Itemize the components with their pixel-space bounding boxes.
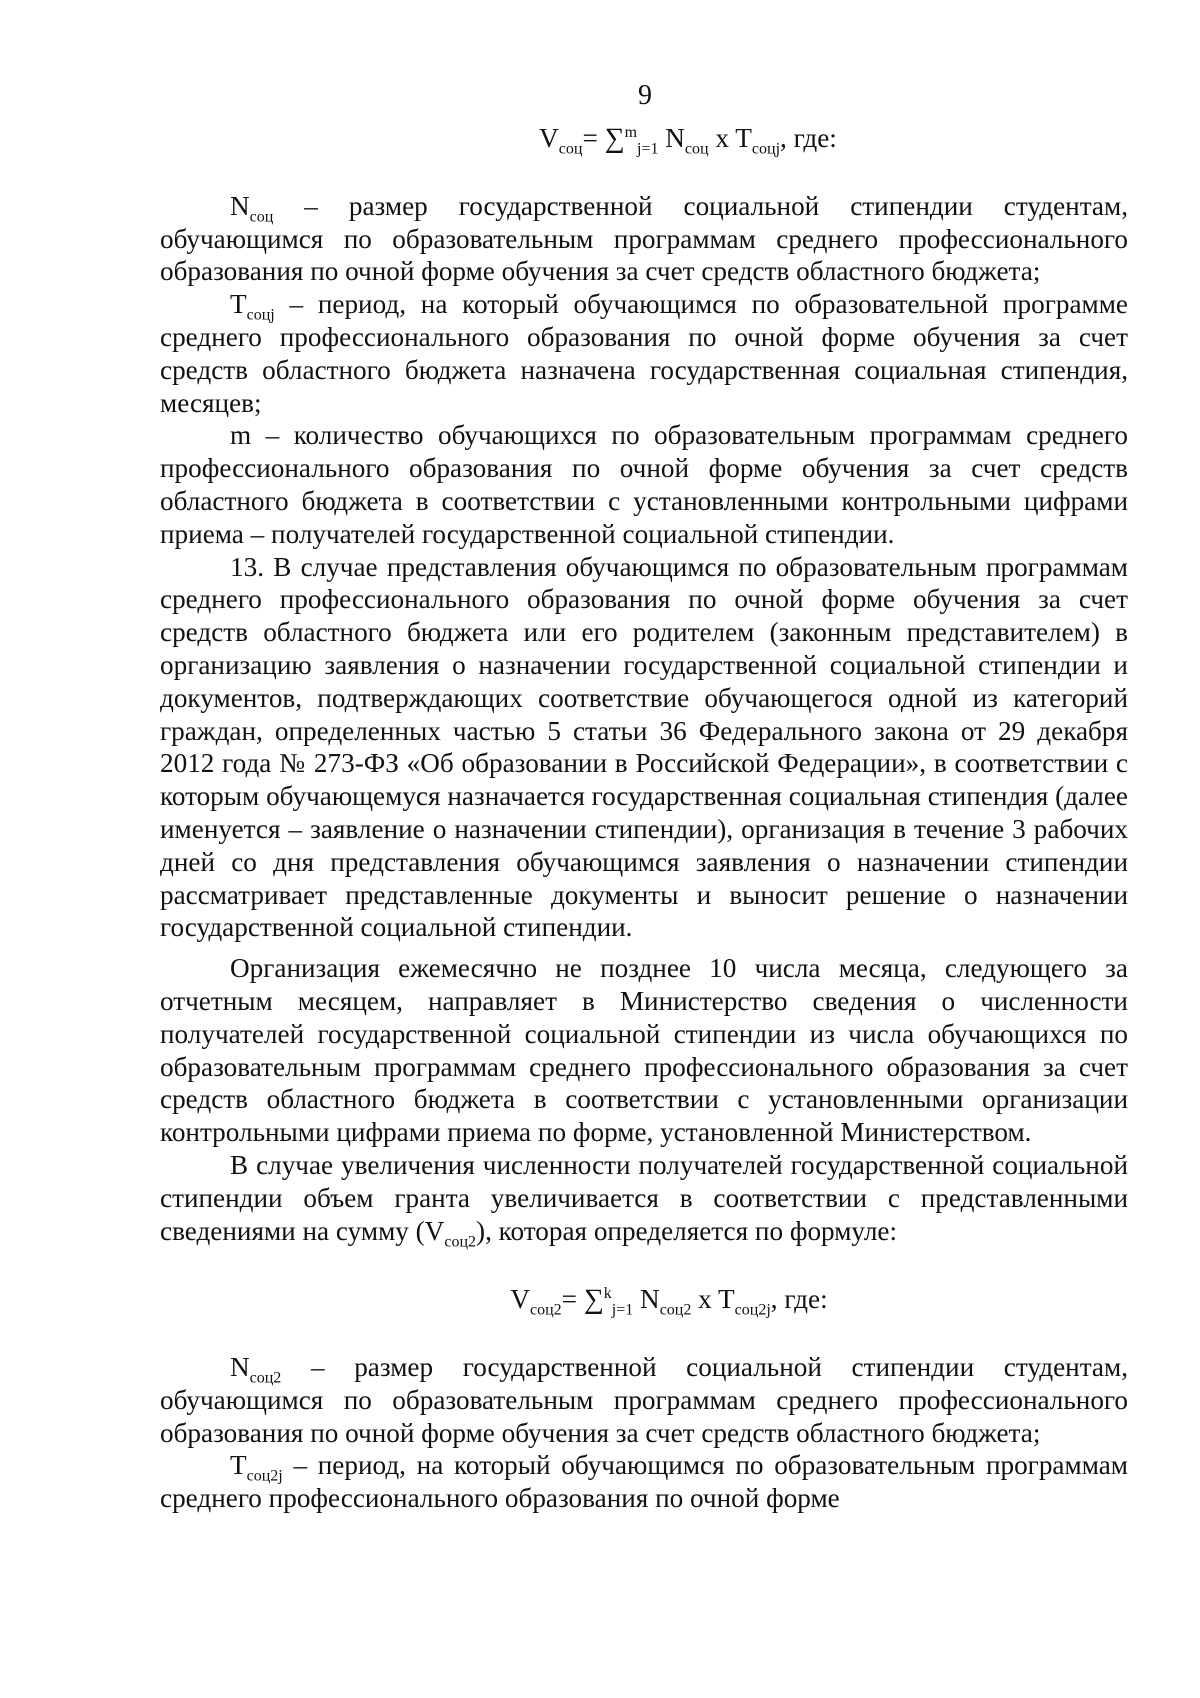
- paragraph-text: m – количество обучающихся по образовательным программам среднего профессионального образования по очной форме обучения за счет средств областного бюджета в соответствии с установленными контрольными цифрами приема – получателей государственной социальной стипендии.: [160, 420, 1128, 549]
- paragraph-text: В случае увеличения численности получателей государственной социальной стипендии объем гранта увеличивается в соответствии с представленными сведениями на сумму (V: [160, 1149, 1128, 1246]
- page-number: 9: [638, 80, 652, 111]
- sum-symbol: ∑: [583, 1284, 604, 1316]
- sum-lower-limit: j=1: [611, 1301, 634, 1319]
- formula-n-sub: соц: [684, 140, 709, 158]
- formula-v-soc: [248, 122, 1128, 156]
- paragraph-symbol-sub: соцj: [246, 306, 275, 324]
- paragraph-text: – размер государственной социальной стипендии студентам, обучающимся по образовательным программам среднего профессионального образования по очной форме обучения за счет средств областного бюджета;: [160, 1352, 1128, 1448]
- formula-n-sub: соц2: [659, 1301, 692, 1319]
- paragraph-n-soc: [160, 190, 1128, 288]
- formula-lhs-sub: соц2: [530, 1301, 562, 1319]
- formula-eq: =: [561, 1284, 584, 1315]
- paragraph-text: Организация ежемесячно не позднее 10 числа месяца, следующего за отчетным месяцем, направляет в Министерство сведения о численности получателей государственной социальной стипендии из числа обучающихся по образовательным программам среднего профессионального образования за счет средств областного бюджета в соответствии с установленными организации контрольными цифрами приема по форме, установленной Министерством.: [160, 953, 1128, 1148]
- formula-t-sub: соц2j: [734, 1301, 771, 1319]
- sum-lower-limit: j=1: [637, 140, 659, 158]
- sum-upper-limit: k: [603, 1285, 612, 1303]
- paragraph-symbol: N: [230, 190, 250, 221]
- paragraph-text: ), которая определяется по формуле:: [476, 1215, 898, 1246]
- sum-symbol: ∑: [604, 123, 625, 154]
- paragraph-clause-13: [160, 551, 1128, 945]
- paragraph-symbol: T: [230, 1450, 247, 1481]
- paragraph-t-soc2j: [160, 1449, 1128, 1515]
- sum-upper-limit: m: [624, 123, 638, 141]
- formula-tail: , где:: [770, 1284, 828, 1315]
- document-body: [160, 118, 1128, 1515]
- formula-lhs: V: [539, 123, 559, 153]
- paragraph-organization: [160, 952, 1128, 1149]
- paragraph-symbol: N: [230, 1352, 250, 1383]
- formula-tail: , где:: [780, 123, 837, 153]
- formula-n: N: [658, 123, 685, 153]
- formula-times-t: x T: [708, 123, 752, 153]
- paragraph-m: [160, 419, 1128, 550]
- formula-t-sub: соцj: [751, 140, 781, 158]
- formula-lhs-sub: соц: [558, 140, 583, 158]
- formula-eq: =: [582, 123, 605, 153]
- formula-n: N: [633, 1284, 660, 1315]
- paragraph-text: – размер государственной социальной стипендии студентам, обучающимся по образовательным программам среднего профессионального образования по очной форме обучения за счет средств областного бюджета;: [160, 190, 1128, 287]
- paragraph-increase: [160, 1149, 1128, 1250]
- paragraph-text: – период, на который обучающимся по образовательным программам среднего профессионального образования по очной форме: [160, 1450, 1128, 1514]
- paragraph-symbol-sub: соц: [249, 208, 274, 226]
- formula-v-soc2: [210, 1283, 1128, 1317]
- formula-lhs: V: [510, 1284, 530, 1315]
- paragraph-text: – период, на который обучающимся по образовательной программе среднего профессионального образования по очной форме обучения за счет средств областного бюджета назначена государственная социальная стипендия, месяцев;: [160, 289, 1128, 418]
- paragraph-symbol-sub: соц2j: [246, 1467, 283, 1485]
- formula-times-t: x T: [691, 1284, 735, 1315]
- paragraph-symbol: T: [230, 289, 247, 320]
- paragraph-n-soc2: [160, 1351, 1128, 1449]
- paragraph-text: 13. В случае представления обучающимся по образовательным программам среднего профессионального образования по очной форме обучения за счет средств областного бюджета или его родителем (законным представителем) в организацию заявления о назначении государственной социальной стипендии и документов, подтверждающих соответствие обучающегося одной из категорий граждан, определенных частью 5 статьи 36 Федерального закона от 29 декабря 2012 года № 273-ФЗ «Об образовании в Российской Федерации», в соответствии с которым обучающемуся назначается государственная социальная стипендия (далее именуется – заявление о назначении стипендии), организация в течение 3 рабочих дней со дня представления обучающимся заявления о назначении стипендии рассматривает представленные документы и выносит решение о назначении государственной социальной стипендии.: [160, 551, 1128, 943]
- paragraph-t-socj: [160, 288, 1128, 419]
- paragraph-symbol-sub: соц2: [249, 1369, 282, 1387]
- paragraph-symbol-sub: соц2: [444, 1232, 477, 1250]
